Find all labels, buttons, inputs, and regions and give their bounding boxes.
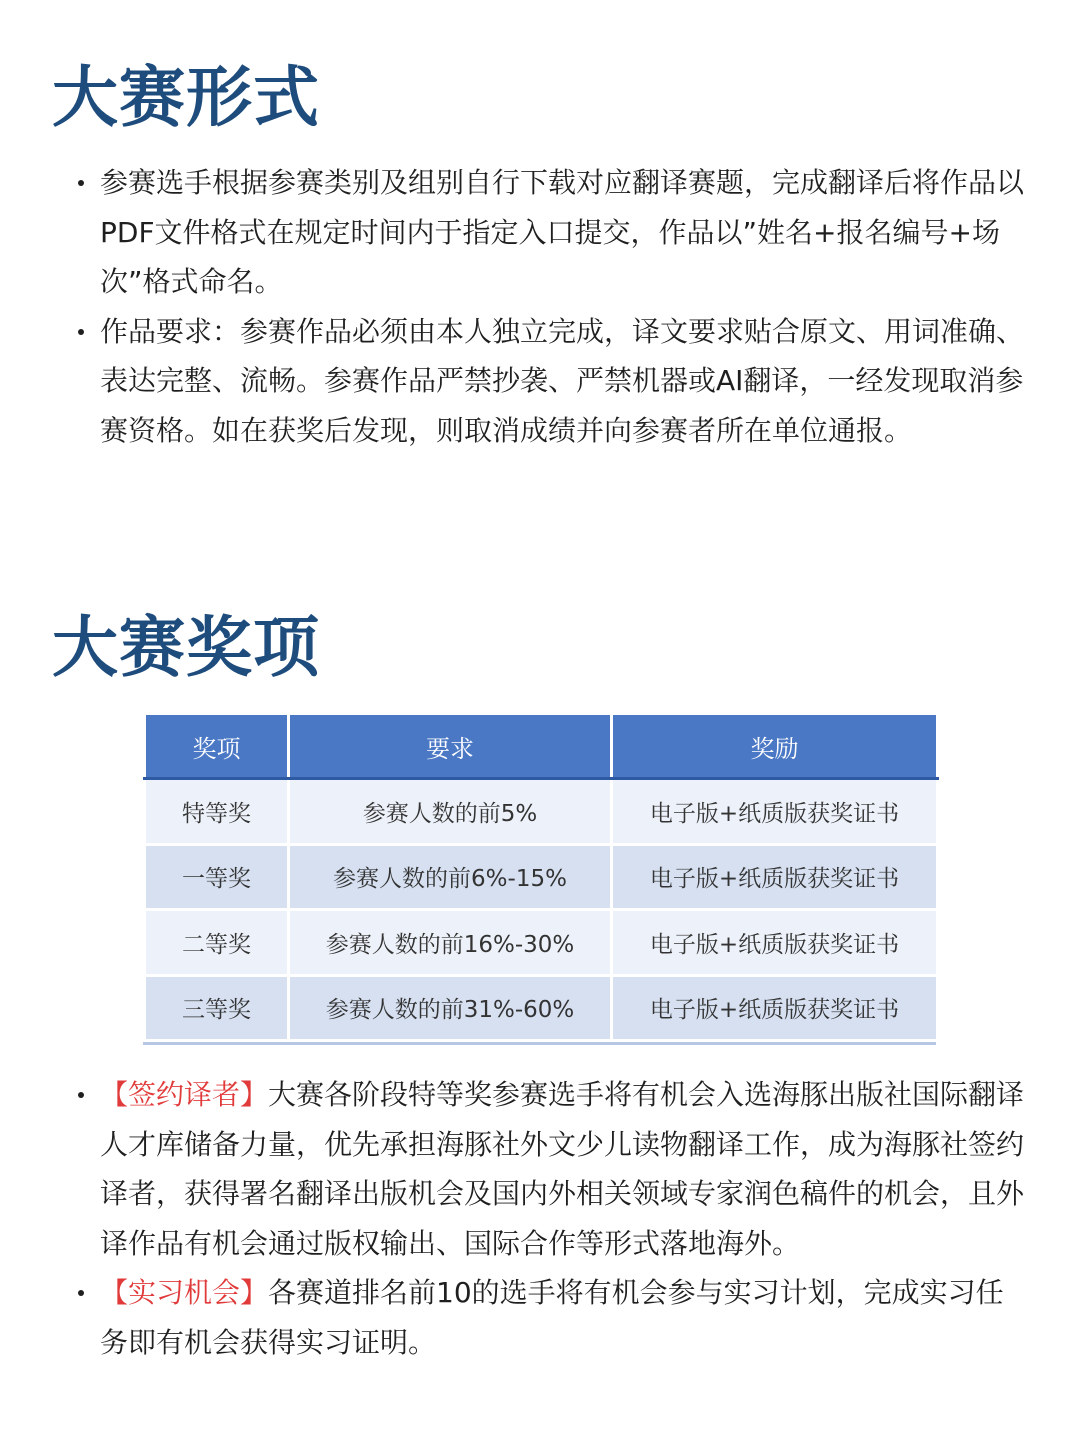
table-row (145, 910, 938, 976)
cell-reward: 电子版+纸质版获奖证书 (612, 975, 938, 1041)
header-requirement: 要求 (289, 715, 612, 779)
cell-requirement: 参赛人数的前31%-60% (289, 975, 612, 1041)
benefits-bullet-list (78, 1070, 1028, 1367)
list-item-text: 大赛各阶段特等奖参赛选手将有机会入选海豚出版社国际翻译人才库储备力量，优先承担海豚社外文少儿读物翻译工作，成为海豚社签约译者，获得署名翻译出版机会及国内外相关领域专家润色稿件的机会，且外译作品有机会通过版权输出、国际合作等形式落地海外。 (100, 1078, 1025, 1260)
section-title-format: 大赛形式 (52, 59, 320, 136)
list-item: 作品要求：参赛作品必须由本人独立完成，译文要求贴合原文、用词准确、表达完整、流畅。参赛作品严禁抄袭、严禁机器或AI翻译，一经发现取消参赛资格。如在获奖后发现，则取消成绩并向参赛者所在单位通报。 (78, 307, 1028, 456)
header-award: 奖项 (145, 715, 289, 779)
tag-internship: 【实习机会】 (100, 1276, 269, 1309)
list-item-text: 各赛道排名前10的选手将有机会参与实习计划，完成实习任务即有机会获得实习证明。 (100, 1276, 1004, 1359)
awards-table-container (143, 715, 936, 1045)
list-item (78, 1268, 1028, 1367)
table-row (145, 975, 938, 1041)
table-row (145, 779, 938, 845)
section-title-awards: 大赛奖项 (52, 609, 320, 686)
header-reward: 奖励 (612, 715, 938, 779)
table-row (145, 844, 938, 910)
cell-award: 二等奖 (145, 910, 289, 976)
tag-signed-translator: 【签约译者】 (100, 1078, 269, 1111)
format-bullet-list (78, 158, 1028, 455)
cell-reward: 电子版+纸质版获奖证书 (612, 779, 938, 845)
cell-reward: 电子版+纸质版获奖证书 (612, 844, 938, 910)
table-header-row (145, 715, 938, 779)
cell-reward: 电子版+纸质版获奖证书 (612, 910, 938, 976)
cell-requirement: 参赛人数的前6%-15% (289, 844, 612, 910)
awards-table (143, 715, 939, 1042)
list-item: 参赛选手根据参赛类别及组别自行下载对应翻译赛题，完成翻译后将作品以PDF文件格式在规定时间内于指定入口提交，作品以”姓名+报名编号+场次”格式命名。 (78, 158, 1028, 307)
list-item (78, 1070, 1028, 1268)
cell-award: 一等奖 (145, 844, 289, 910)
cell-requirement: 参赛人数的前5% (289, 779, 612, 845)
cell-award: 特等奖 (145, 779, 289, 845)
cell-requirement: 参赛人数的前16%-30% (289, 910, 612, 976)
cell-award: 三等奖 (145, 975, 289, 1041)
